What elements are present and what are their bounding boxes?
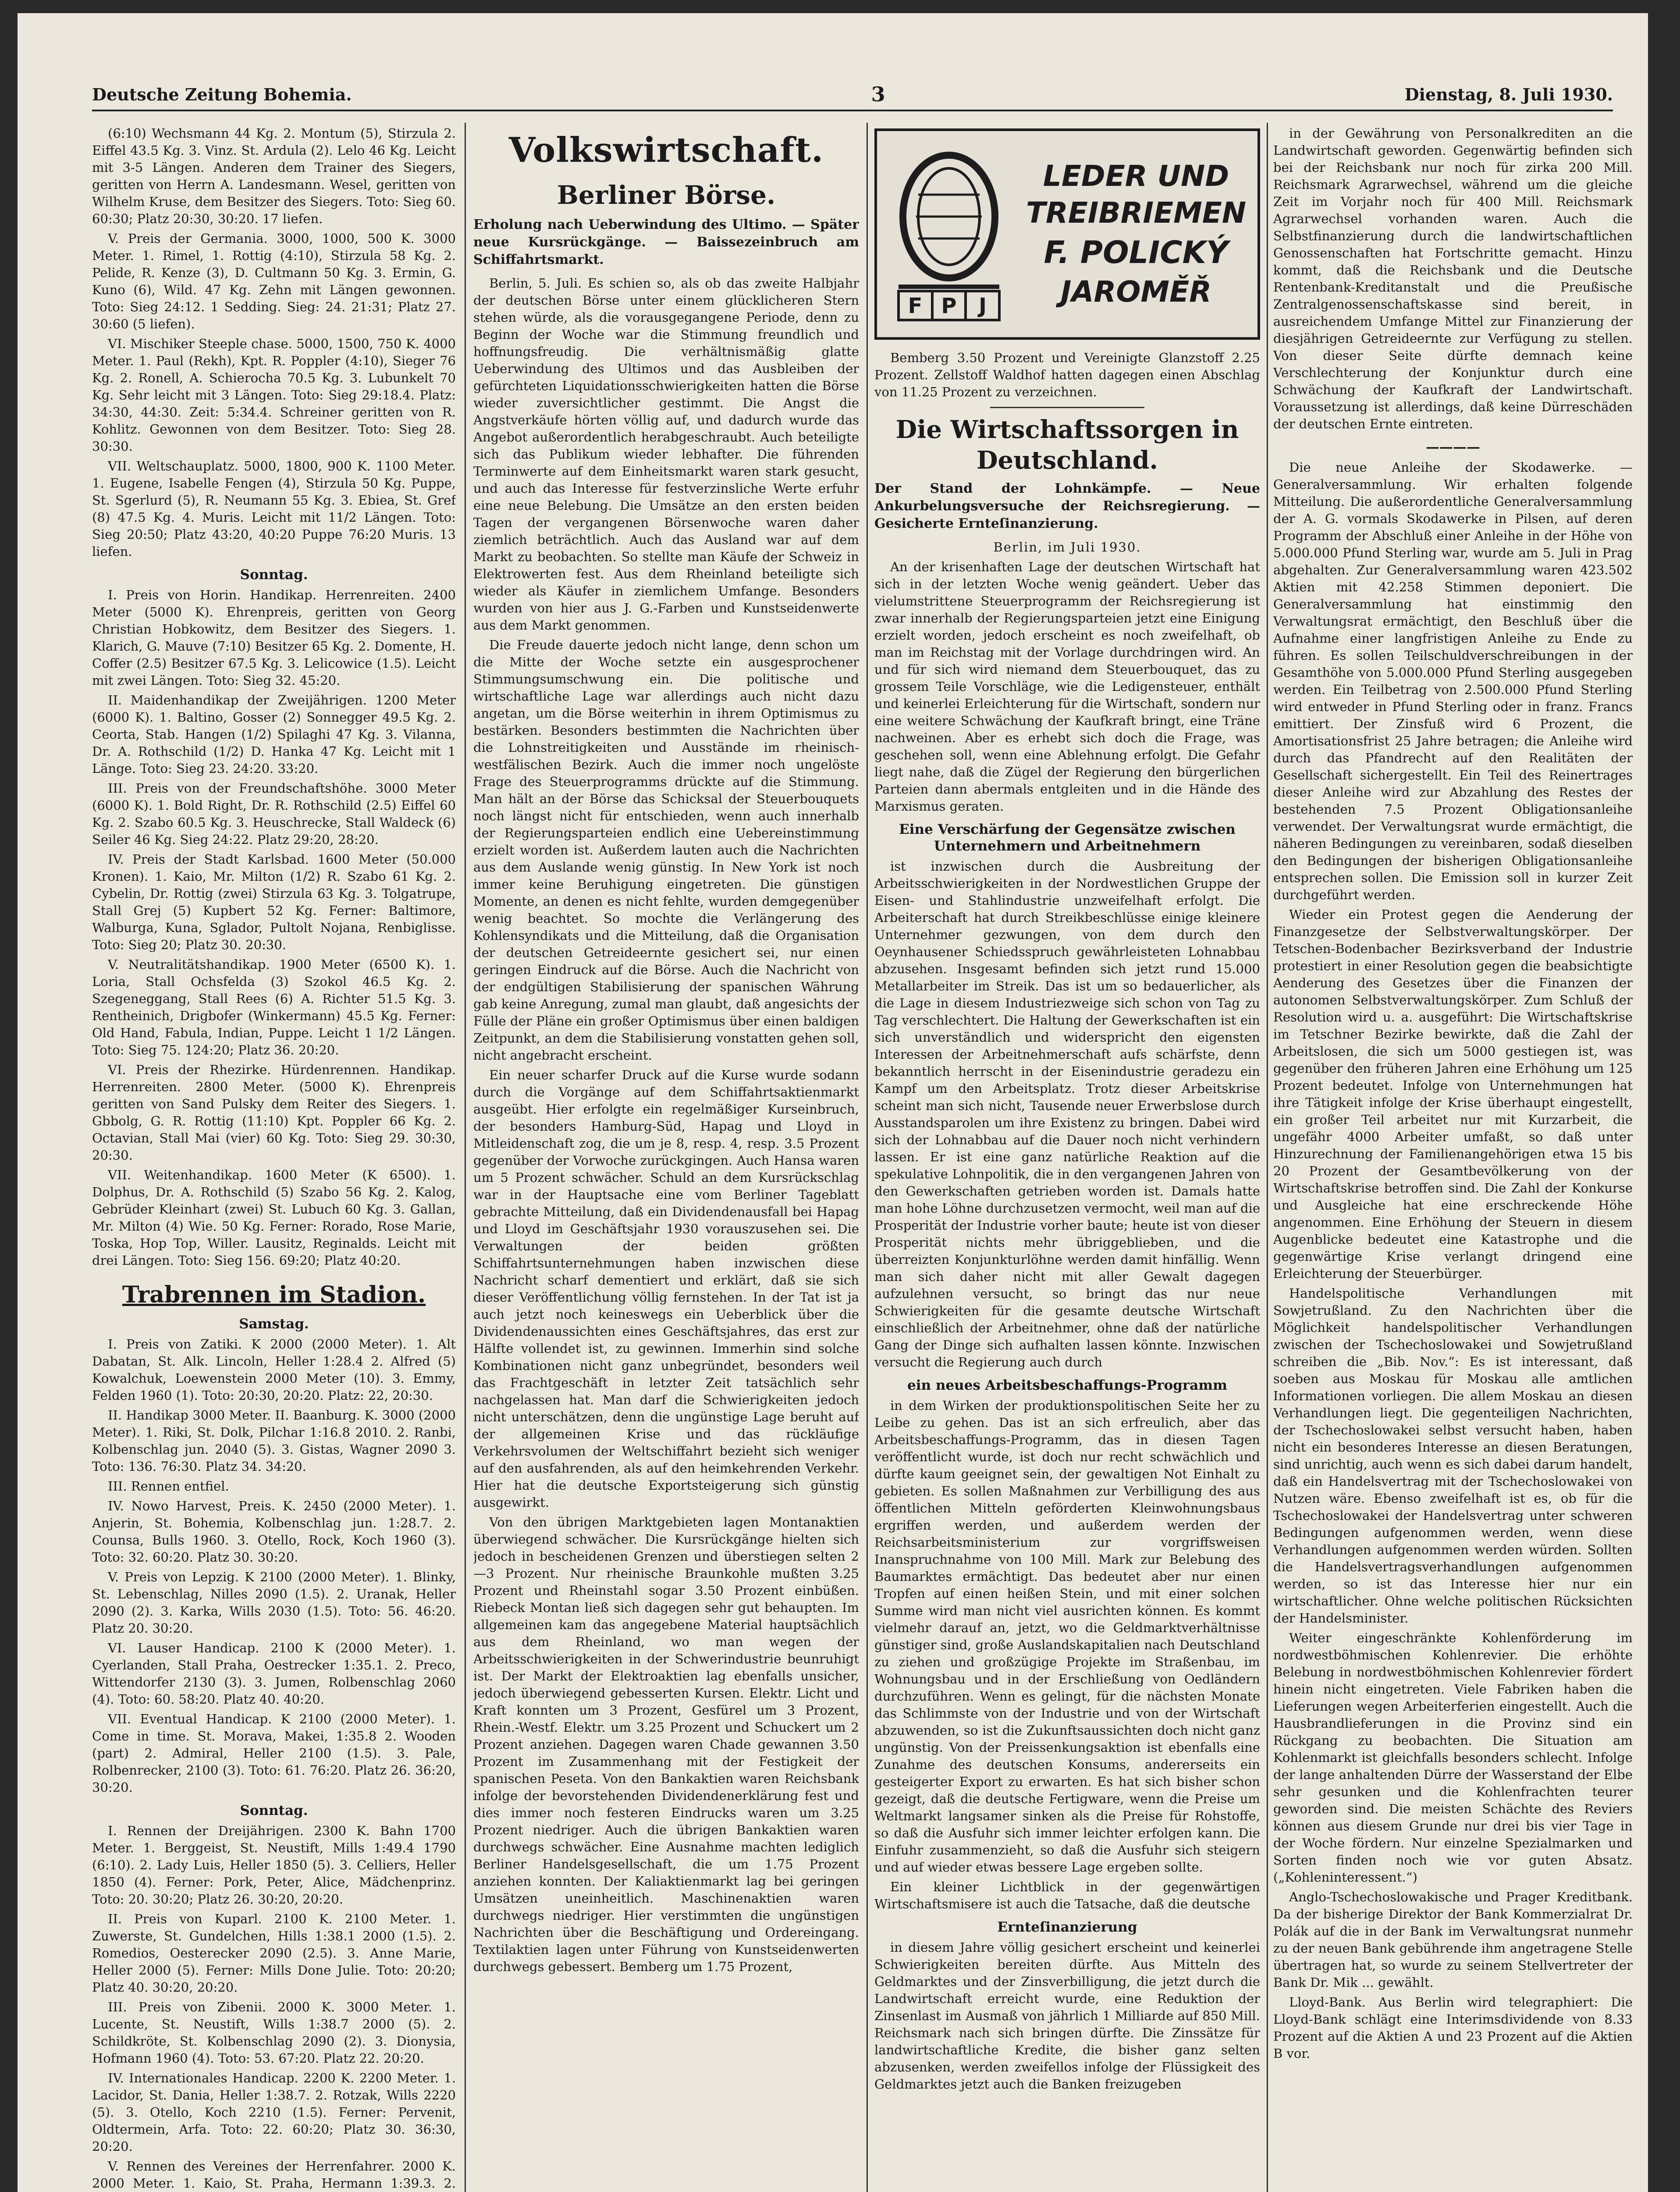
subheading: Eine Verschärfung der Gegensätze zwischen Unternehmern und Arbeitnehmern — [899, 822, 1236, 854]
race-result: II. Handikap 3000 Meter. II. Baanburg. K. 3000 (2000 Meter). 1. Riki, St. Dolk, Pilchar 1:16.8 2010. 2. Ranbi, Kolbenschlag jun. 2040 (5). 3. Gistas, Wagner 2090 3. Toto: 136. 76:30. Platz 34. 34:20. — [92, 1408, 456, 1474]
race-result: VI. Preis der Rhezirke. Hürdenrennen. Handikap. Herrenreiten. 2800 Meter. (5000 K). Ehrenpreis geritten von Sand Pulsky dem Reiter des Siegers. 1. Gbbolg, G. R. Rottig (11:10) Kpt. Poppler 66 Kg. 2. Octavian, Stall Mai (vier) 60 Kg. Toto: Sieg 29. 30:30, 20:30. — [92, 1062, 456, 1163]
ad-line: JAROMĚŘ — [1060, 275, 1212, 309]
article-paragraph: in der Gewährung von Personalkrediten an die Landwirtschaft geworden. Gegenwärtig befinden sich bei der Reichsbank nur noch für zirka 200 Mill. Reichsmark Agrarwechsel, während um die gleiche Zeit im Vorjahr noch für 400 Mill. Reichsmark Agrarwechsel vorhanden waren. Auch die Selbstfinanzierung durch die landwirtschaftlichen Genossenschaften hat Fortschritte gemacht. Hinzu kommt, daß die Reichsbank und die Deutsche Rentenbank-Kreditanstalt und die Preußische Zentralgenossenschaftskasse sind bereit, in ausreichendem Umfange Mittel zur Finanzierung der diesjährigen Getreideernte zur Verfügung zu stellen. Von dieser Seite dürfte demnach keine Verschlechterung der Konjunktur durch eine Schwächung der Kaufkraft der Landwirtschaft. Voraussetzung ist allerdings, daß keine Dürreschäden der deutschen Ernte eintreten. — [1273, 126, 1633, 431]
race-result: I. Preis von Horin. Handikap. Herrenreiten. 2400 Meter (5000 K). Ehrenpreis, geritten von Georg Christian Hobkowitz, dem Besitzer des Siegers. 1. Klarich, G. Mauve (7:10) Besitzer 65 Kg. 2. Domente, H. Coffer (2.5) Besitzer 67.5 Kg. 3. Lelicowice (1.5). Leicht mit zwei Längen. Toto: Sieg 32. 45:20. — [92, 587, 456, 688]
race-result: II. Maidenhandikap der Zweijährigen. 1200 Meter (6000 K). 1. Baltino, Gosser (2) Sonnegger 49.5 Kg. 2. Ceorta, Stab. Hangen (1/2) Spilaghi 47 Kg. 3. Vilanna, Dr. A. Rothschild (1/2) D. Hanka 47 Kg. Leicht mit 1 Länge. Toto: Sieg 23. 24:20. 33:20. — [92, 693, 456, 776]
divider: ———— — [1426, 439, 1480, 455]
race-result: I. Preis von Zatiki. K 2000 (2000 Meter). 1. Alt Dabatan, St. Alk. Lincoln, Heller 1:28.4 2. Alfred (5) Kowalchuk, Loewenstein 2000 Meter (10). 3. Emmy, Felden 1960 (1). Toto: 20:30, 20:20. Platz: 22, 20:30. — [92, 1337, 456, 1403]
news-item: Lloyd-Bank. Aus Berlin wird telegraphiert: Die Lloyd-Bank schlägt eine Interimsdividende von 8.33 Prozent auf die Aktien A und 23 Prozent auf die Aktien B vor. — [1273, 1995, 1633, 2061]
race-result: III. Rennen entfiel. — [108, 1479, 229, 1494]
article-paragraph: Von den übrigen Marktgebieten lagen Montanaktien überwiegend schwächer. Die Kursrückgänge hielten sich jedoch in bescheidenen Grenzen und überstiegen selten 2—3 Prozent. Nur rheinische Braunkohle mußten 3.25 Prozent und Rheinstahl sogar 3.50 Prozent einbüßen. Riebeck Montan ließ sich dagegen sehr gut behaupten. Im allgemeinen kam das angegebene Material hauptsächlich aus dem Rheinland, wo man wegen der Arbeitsschwierigkeiten in der Schwerindustrie beunruhigt ist. Der Markt der Elektroaktien lag ebenfalls unsicher, jedoch überwiegend gebesserten Kursen. Elektr. Licht und Kraft konnten um 3 Prozent, Gesfürel um 3 Prozent, Rhein.-Westf. Elektr. um 3.25 Prozent und Schuckert um 2 Prozent anziehen. Dagegen waren Chade gewannen 3.50 Prozent im Zusammenhang mit der Festigkeit der spanischen Peseta. Von den Bankaktien waren Reichsbank infolge der bevorstehenden Dividendenerklärung fest und dies immer noch festeren Eindrucks waren um 3.25 Prozent niedriger. Auch die übrigen Bankaktien waren durchwegs schwächer. Eine Ausnahme machten lediglich Berliner Handelsgesellschaft, die um 1.75 Prozent anziehen konnten. Der Kaliaktienmarkt lag bei geringen Umsätzen uneinheitlich. Maschinenaktien waren durchwegs niedriger. Hier verstimmten die ungünstigen Nachrichten über die Beschäftigung und Ordereingang. Textilaktien lagen unter Führung von Kunstseidenwerten durchwegs gebessert. Bemberg um 1.75 Prozent, — [473, 1515, 859, 1974]
race-result: IV. Preis der Stadt Karlsbad. 1600 Meter (50.000 Kronen). 1. Kaio, Mr. Milton (1/2) R. Szabo 61 Kg. 2. Cybelin, Dr. Rottig (zwei) Stirzula 63 Kg. 3. Tolgatrupe, Stall Grej (5) Kupbert 52 Kg. Ferner: Baltimore, Walburga, Kuna, Sglador, Pultolt Nojana, Renbiglisse. Toto: Sieg 20; Platz 30. 20:30. — [92, 852, 456, 952]
article-deck: Erholung nach Ueberwindung des Ultimo. — Später neue Kursrückgänge. — Baissezeinbruch am Schiffahrtsmarkt. — [473, 217, 859, 267]
column-economy-germany — [874, 125, 1260, 2192]
race-result: VII. Weltschauplatz. 5000, 1800, 900 K. 1100 Meter. 1. Eugene, Isabelle Fengen (4), Stirzula 50 Kg. Puppe, St. Sgerlurd (5), R. Neumann 55 Kg. 3. Ebiea, St. Gref (8) 47.5 Kg. 4. Muris. Leicht mit 11/2 Längen. Toto: Sieg 20:50; Platz 43:20, 40:20 Puppe 76:20 Muris. 13 liefen. — [92, 459, 456, 559]
ad-line: LEDER UND — [1043, 159, 1229, 193]
article-paragraph: Bemberg 3.50 Prozent und Vereinigte Glanzstoff 2.25 Prozent. Zellstoff Waldhof hatten dagegen einen Abschlag von 11.25 Prozent zu verzeichnen. — [874, 350, 1260, 399]
masthead — [92, 79, 1613, 111]
monogram-letter: J — [979, 294, 987, 318]
race-result: II. Preis von Kuparl. 2100 K. 2100 Meter. 1. Zuwerste, St. Gundelchen, Hills 1:38.1 2000 (1.5). 2. Romedios, Oesterecker 2090 (2.5). 3. Anne Marie, Heller 2000 (5). Ferner: Mills Done Julie. Toto: 20:20; Platz 40. 30:20, 20:20. — [92, 1911, 456, 1995]
race-result: VII. Weitenhandikap. 1600 Meter (K 6500). 1. Dolphus, Dr. A. Rothschild (5) Szabo 56 Kg. 2. Kalog, Gebrüder Kleinhart (zwei) St. Lubuch 60 Kg. 3. Gallan, Mr. Milton (4) Wie. 50 Kg. Ferner: Rorado, Rose Marie, Toska, Hop Top, Willer. Lausitz, Reginalds. Leicht mit drei Längen. Toto: Sieg 156. 69:20; Platz 40:20. — [92, 1167, 456, 1268]
race-result: I. Rennen der Dreijährigen. 2300 K. Bahn 1700 Meter. 1. Berggeist, St. Neustift, Mills 1:49.4 1790 (6:10). 2. Lady Luis, Heller 1850 (5). 3. Celliers, Heller 1850 (4). Ferner: Pork, Peter, Alice, Mädchenprinz. Toto: 20. 30:20; Platz 26. 30:20, 20:20. — [92, 1823, 456, 1907]
race-result: V. Rennen des Vereines der Herrenfahrer. 2000 K. 2000 Meter. 1. Kaio, St. Praha, Hermann 1:39.3. 2. — [92, 2159, 456, 2191]
race-result: III. Preis von Zibenii. 2000 K. 3000 Meter. 1. Lucente, St. Neustift, Wills 1:38.7 2000 (5). 2. Schildkröte, St. Kolbenschlag 2090 (2). 3. Dionysia, Hofmann 1960 (4). Toto: 53. 67:20. Platz 22. 20:20. — [92, 2000, 456, 2066]
column-economy — [473, 125, 859, 2192]
section-title: Volkswirtschaft. — [508, 130, 824, 170]
subheading: Ernteſinanzierung — [997, 1919, 1137, 1935]
trabrennen-heading: Trabrennen im Stadion. — [122, 1281, 426, 1308]
news-item: Anglo-Tschechoslowakische und Prager Kreditbank. Da der bisherige Direktor der Bank Kommerzialrat Dr. Polák auf die in der Bank im Verwaltungsrat nunmehr zu der neuen Bank gebührende ihm angetragene Stelle übertragen hat, so wurde zu seinem Stellvertreter der Bank Dr. Mik ... gewählt. — [1273, 1890, 1633, 1990]
belt-logo-icon — [883, 140, 1015, 328]
column-rule — [867, 123, 868, 2192]
article-title: Die Wirtschaftssorgen in Deutschland. — [895, 415, 1239, 475]
column-short-news — [1273, 125, 1633, 2192]
race-result: V. Preis von Lepzig. K 2100 (2000 Meter). 1. Blinky, St. Lebenschlag, Nilles 2090 (1.5). 2. Uranak, Heller 2090 (2). 3. Karka, Wills 2030 (1.5). Toto: 56. 46:20. Platz 20. 30:20. — [92, 1569, 456, 1636]
column-race-results — [92, 125, 456, 2192]
race-result: V. Neutralitätshandikap. 1900 Meter (6500 K). 1. Loria, Stall Ochsfelda (3) Szokol 46.5 Kg. 2. Szegeneggang, Stall Rees (6) A. Richter 51.5 Kg. 3. Rentheinich, Drigbofer (Winkermann) 45.5 Kg. Ferner: Old Hand, Fabula, Indian, Puppe. Leicht 1 1/2 Längen. Toto: Sieg 75. 124:20; Platz 36. 20:20. — [92, 957, 456, 1057]
article-paragraph: Ein kleiner Lichtblick in der gegenwärtigen Wirtschaftsmisere ist auch die Tatsache, daß die deutsche — [874, 1879, 1260, 1911]
day-heading: Sonntag. — [240, 1803, 308, 1818]
article-deck: Der Stand der Lohnkämpfe. — Neue Ankurbelungsversuche der Reichsregierung. — Gesicherte Ernteſinanzierung. — [874, 481, 1260, 531]
article-title: Berliner Börse. — [557, 180, 776, 210]
monogram-letter: F — [908, 294, 923, 318]
race-result: VII. Eventual Handicap. K 2100 (2000 Meter). 1. Come in time. St. Morava, Makei, 1:35.8 2. Wooden (part) 2. Admiral, Heller 2100 (1.5). 3. Pale, Rolbenrecker, 2100 (3). Toto: 61. 76:20. Platz 26. 36:20, 30:20. — [92, 1712, 456, 1795]
article-paragraph: ist inzwischen durch die Ausbreitung der Arbeitsschwierigkeiten in der Nordwestlichen Gruppe der Eisen- und Stahlindustrie unzweifelhaft erfolgt. Die Arbeiterschaft hat durch Streikbeschlüsse einige kleinere Unternehmer gezwungen, von dem durch den Oeynhausener Schiedsspruch gewährleisteten Lohnabbau abzusehen. Insgesamt befinden sich jetzt rund 15.000 Metallarbeiter im Streik. Das ist um so bedauerlicher, als die Lage in diesem Industriezweige sich schon von Tag zu Tag verschlechtert. Die Haltung der Gewerkschaften ist ein sich unverständlich und widerspricht den eigensten Interessen der Arbeitnehmerschaft aufs schärfste, denn bekanntlich herrscht in der Eisenindustrie geradezu ein Kampf um den Arbeitsplatz. Trotz dieser Arbeitskrise scheint man sich nicht, Tausende neuer Erwerbslose durch Ausstandsparolen um ihre Existenz zu bringen. Dabei wird sich der Lohnabbau auf die Dauer noch nicht verhindern lassen. Er ist eine ganz natürliche Reaktion auf die spekulative Lohnpolitik, die in den vergangenen Jahren von den Gewerkschaften getrieben worden ist. Damals hatte man hohe Löhne durchzusetzen vermocht, weil man auf die Prosperität der Industrie vorher baute; heute ist von dieser Prosperität nichts mehr übriggeblieben, und die überreizten Konjunkturlöhne werden damit hinfällig. Wenn man sich daher nicht mit aller Gewalt dagegen aufzulehnen versucht, so bringt das nur neue Schwierigkeiten für die gesamte deutsche Wirtschaft einschließlich der Arbeitnehmer, ohne daß der natürliche Gang der Dinge sich aufhalten lassen könnte. Inzwischen versucht die Regierung auch durch — [874, 859, 1260, 1370]
news-item: Die neue Anleihe der Skodawerke. — Generalversammlung. Wir erhalten folgende Mitteilung. Die außerordentliche Generalversammlung der A. G. vormals Skodawerke in Pilsen, auf deren Programm der Abschluß einer Anleihe in der Höhe von 5.000.000 Pfund Sterling war, wurde am 5. Juli in Prag abgehalten. Zur Generalversammlung waren 423.502 Aktien mit 42.258 Stimmen deponiert. Die Generalversammlung hat einstimmig den Verwaltungsrat ermächtigt, den Beschluß über die Aufnahme einer langfristigen Anleihe zu Ende zu führen. Es sollen Teilschuldverschreibungen in der Gesamthöhe von 5.000.000 Pfund Sterling ausgegeben werden. Ein Teilbetrag von 2.500.000 Pfund Sterling wird entweder in Pfund Sterling oder in franz. Francs emittiert. Der Zinsfuß wird 6 Prozent, die Amortisationsfrist 25 Jahre betragen; die Anleihe wird durch das Pfandrecht auf den Realitäten der Gesellschaft sichergestellt. Ein Teil des Reinertrages dieser Anleihe wird zur Abzahlung des Restes der bestehenden 7.5 Prozent Obligationsanleihe verwendet. Der Verwaltungsrat wurde ermächtigt, die näheren Bedingungen zu vereinbaren, sodaß dieselben den Bedingungen der bisherigen Obligationsanleihe entsprechen sollen. Die Emission soll in kurzer Zeit durchgeführt werden. — [1273, 460, 1633, 902]
race-result: V. Preis der Germania. 3000, 1000, 500 K. 3000 Meter. 1. Rimel, 1. Rottig (4:10), Stirzula 58 Kg. 2. Pelide, R. Kenze (3), D. Cultmann 50 Kg. 3. Ermin, G. Kuno (6), Wild. 47 Kg. Zehn mit Längen gewonnen. Toto: Sieg 24:12. 1 Sedding. Sieg: 24. 21:31; Platz 27. 30:60 (5 liefen). — [92, 231, 456, 331]
ad-line: F. POLICKÝ — [1044, 235, 1229, 270]
dateline: Berlin, im Juli 1930. — [993, 540, 1141, 555]
article-paragraph: Berlin, 5. Juli. Es schien so, als ob das zweite Halbjahr der deutschen Börse unter einem glücklicheren Stern stehen würde, als die vorausgegangene Periode, denn zu Beginn der Woche war die Stimmung freundlich und hoffnungsfreudig. Die verhältnismäßig glatte Ueberwindung des Ultimos und das Ausbleiben der gefürchteten Liquidationsschwierigkeiten hatten die Börse wieder zuversichtlicher gestimmt. Die Angst die Angstverkäufe hörten völlig auf, und dadurch wurde das Angebot außerordentlich herabgeschraubt. Auch beteiligte sich das Publikum wieder lebhafter. Die führenden Terminwerte auf dem Einheitsmarkt waren stark gesucht, und auch das Interesse für festverzinsliche Werte erfuhr eine neue Belebung. Die Umsätze an den ersten beiden Tagen der vergangenen Börsenwoche waren daher ziemlich beträchtlich. Auch das Ausland war auf dem Markt zu beobachten. So stellte man Käufe der Schweiz in Elektrowerten fest. Aus dem Rheinland beteiligte sich wieder als Käufer in ziemlichem Umfange. Besonders wurden von hier aus J. G.-Farben und Kunstseidenwerte aus dem Markt genommen. — [473, 276, 859, 633]
newspaper-page — [18, 13, 1648, 2192]
advertisement-box — [874, 128, 1260, 340]
column-rule — [465, 123, 466, 2192]
divider — [990, 407, 1144, 408]
masthead-page-number: 3 — [871, 82, 885, 106]
column-rule — [1267, 123, 1268, 2192]
news-item: Handelspolitische Verhandlungen mit Sowjetrußland. Zu den Nachrichten über die Möglichkeit handelspolitischer Verhandlungen zwischen der Tschechoslowakei und Sowjetrußland schreiben die „Bib. Nov.“: Es ist interessant, daß soeben aus Moskau für Moskau alle amtlichen Informationen vorliegen. Die allem Moskau an diesen Verhandlungen liegt. Die gegenteiligen Nachrichten, der Tschechoslowakei selbst versucht haben, haben nicht ein besonderes Interesse an diesen Beratungen, sind unrichtig, auch wenn es sich dabei darum handelt, daß ein Handelsvertrag mit der Tschechoslowakei von Nutzen wäre. Ebenso zweifelhaft ist es, ob für die Tschechoslowakei der Handelsvertrag unter schweren Bedingungen aufgenommen werden, wenn diese Verhandlungen aufgenommen werden würden. Sollten die Handelsvertragsverhandlungen aufgenommen werden, so ist das Interesse hier nur ein wirtschaftlicher. Ohne welche politischen Rücksichten der Handelsminister. — [1273, 1286, 1633, 1626]
ad-line: TREIBRIEMEN — [1026, 196, 1247, 230]
race-result: VI. Mischiker Steeple chase. 5000, 1500, 750 K. 4000 Meter. 1. Paul (Rekh), Kpt. R. Poppler (4:10), Sieger 76 Kg. 2. Ronell, A. Schierocha 70.5 Kg. 3. Lubunkelt 70 Kg. Sehr leicht mit 3 Längen. Toto: Sieg 29:18.4. Platz: 34:30, 44:30. Zeit: 5:34.4. Schreiner geritten von R. Kohlitz. Gewonnen von dem Besitzer. Toto: Sieg 28. 30:30. — [92, 336, 456, 454]
race-result: VI. Lauser Handicap. 2100 K (2000 Meter). 1. Cyerlanden, Stall Praha, Oestrecker 1:35.1. 2. Preco, Wittendorfer 2130 (3). 3. Jumen, Rolbenschlag 2060 (4). Toto: 60. 58:20. Platz 40. 40:20. — [92, 1640, 456, 1707]
article-paragraph: Die Freude dauerte jedoch nicht lange, denn schon um die Mitte der Woche setzte ein ausgesprochener Stimmungsumschwung ein. Die politische und wirtschaftliche Lage war allerdings auch nicht dazu angetan, um die Börse weiterhin in ihrem Optimismus zu bestärken. Besonders bestimmten die Nachrichten über die Lohnstreitigkeiten und Ausstände im rheinisch-westfälischen Bezirk. Auch die immer noch ungelöste Frage des Steuerprogramms drückte auf die Stimmung. Man hält an der Börse das Schicksal der Steuerbouquets noch längst nicht für entschieden, wenn auch innerhalb der Regierungsparteien endlich eine Uebereinstimmung erzielt worden ist. Außerdem lauten auch die Nachrichten aus dem Auslande wenig günstig. In New York ist noch immer keine Beruhigung eingetreten. Die günstigen Momente, an denen es nicht fehlte, wurden demgegenüber wenig beachtet. So mochte die Verlängerung des Kohlensyndikats und die Mitteilung, daß die Organisation der deutschen Getreideernte gesichert sei, nur einen geringen Eindruck auf die Börse. Auch die Nachricht von der endgültigen Stabilisierung der spanischen Währung gab keine Anregung, zumal man glaubt, daß angesichts der Fülle der Pläne ein großer Optimismus über einen baldigen Zeitpunkt, an dem die Stabilisierung vonstatten gehen soll, nicht angebracht erscheint. — [473, 637, 859, 1063]
article-paragraph: in diesem Jahre völlig gesichert erscheint und keinerlei Schwierigkeiten bereiten dürfte. Aus Mitteln des Geldmarktes und der Zinsverbilligung, die jetzt durch die Landwirtschaft erreicht wurde, eine Reduktion der Zinsenlast im Ausmaß von jährlich 1 Milliarde auf 850 Mill. Reichsmark nach sich bringen dürfte. Die Zinssätze für landwirtschaftliche Kredite, die bisher ganz selten abzusenken, werden zweifellos infolge der Flüssigkeit des Geldmarktes jetzt auch die Banken freizugeben — [874, 1940, 1260, 2092]
monogram-letter: P — [941, 294, 957, 318]
day-heading: Samstag. — [239, 1316, 309, 1332]
advertisement-text — [1015, 158, 1257, 310]
masthead-date: Dienstag, 8. Juli 1930. — [1404, 84, 1613, 104]
day-heading: Sonntag. — [240, 567, 308, 583]
race-result: IV. Nowo Harvest, Preis. K. 2450 (2000 Meter). 1. Anjerin, St. Bohemia, Kolbenschlag jun. 1:28.7. 2. Counsa, Bulls 1960. 3. Otello, Rock, Koch 1960 (3). Toto: 32. 60:20. Platz 30. 30:20. — [92, 1498, 456, 1565]
race-result: IV. Internationales Handicap. 2200 K. 2200 Meter. 1. Lacidor, St. Dania, Heller 1:38.7. 2. Rotzak, Wills 2220 (5). 3. Otello, Koch 2210 (1.5). Ferner: Pervenit, Oldtermein, Arfa. Toto: 22. 60:20; Platz 30. 36:30, 20:20. — [92, 2071, 456, 2154]
race-result: III. Preis von der Freundschaftshöhe. 3000 Meter (6000 K). 1. Bold Right, Dr. R. Rothschild (2.5) Eiffel 60 Kg. 2. Szabo 60.5 Kg. 3. Heuschrecke, Stall Waldeck (6) Seiler 46 Kg. Sieg 24:22. Platz 29:20, 28:20. — [92, 781, 456, 847]
article-paragraph: An der krisenhaften Lage der deutschen Wirtschaft hat sich in der letzten Woche wenig geändert. Ueber das vielumstrittene Steuerprogramm der Reichsregierung ist zwar innerhalb der Regierungsparteien jetzt eine Einigung erzielt worden, jedoch erscheint es noch zweifelhaft, ob man im Reichstag mit der Vorlage durchdringen wird. An und für sich wird niemand dem Steuerbouquet, das zu grossem Teile Vorschläge, wie die Ledigensteuer, enthält und keinerlei Erleichterung für die Wirtschaft, sondern nur eine weitere Schwächung der Kaufkraft bringt, eine Träne nachweinen. Aber es erhebt sich doch die Frage, was geschehen soll, wenn eine Ablehnung erfolgt. Die Gefahr liegt nahe, daß die Zügel der Regierung den bürgerlichen Parteien dann abermals entgleiten und in die Hände des Marxismus geraten. — [874, 559, 1260, 814]
news-item: Weiter eingeschränkte Kohlenförderung im nordwestböhmischen Kohlenrevier. Die erhöhte Belebung in nordwestböhmischen Kohlenrevier fördert hinein nicht eingetreten. Viele Fabriken haben die Lieferungen wegen Arbeiterferien eingestellt. Auch die Hausbrandlieferungen in die Provinz sind ein Rückgang zu beobachten. Die Situation am Kohlenmarkt ist gleichfalls besonders schlecht. Infolge der lange anhaltenden Dürre der Wasserstand der Elbe sehr gesunken und die Kohlenfrachten teurer geworden sind. Die meisten Schächte des Reviers können aus diesem Grunde nur drei bis vier Tage in der Woche fördern. Nur einzelne Spezialmarken und Sorten finden noch wie vor guten Absatz. („Kohleninteressent.“) — [1273, 1630, 1633, 1885]
subheading: ein neues Arbeitsbeschaffungs-Programm — [907, 1377, 1227, 1393]
article-paragraph: in dem Wirken der produktionspolitischen Seite her zu Leibe zu gehen. Das ist an sich erfreulich, aber das Arbeitsbeschaffungs-Programm, das in diesen Tagen veröffentlicht wurde, ist doch nur recht schwächlich und dürfte kaum geeignet sein, der gewaltigen Not Einhalt zu gebieten. Es sollen Maßnahmen zur Verbilligung des aus öffentlichen Mitteln geförderten Kleinwohnungsbaus ergriffen werden, und außerdem werden der Reichsarbeitsministerium zur vorgriffsweisen Inanspruchnahme von 100 Mill. Mark zur Belebung des Baumarktes ermächtigt. Das bedeutet aber nur einen Tropfen auf einen heißen Stein, und mit einer solchen Summe wird man nicht viel ausrichten können. Es kommt vielmehr darauf an, jetzt, wo die Geldmarktverhältnisse günstiger sind, große Auslandskapitalien nach Deutschland zu ziehen und großzügige Projekte im Straßenbau, im Wohnungsbau und in der Erschließung von Oedländern durchzuführen. Wenn es gelingt, für die nächsten Monate das Schlimmste von der Industrie und von der Wirtschaft abzuwenden, so ist die Zukunftsaussichten doch nicht ganz ungünstig. Von der Preissenkungsaktion ist ebenfalls eine Zunahme des deutschen Konsums, andererseits ein gesteigerter Export zu erwarten. Es hat sich bisher schon gezeigt, daß die deutsche Fertigware, wenn die Preise um Weltmarkt langsamer sinken als die Preise für Rohstoffe, so daß die Ausfuhr sich immer leichter erfolgen kann. Die Einfuhr zusammenzieht, so daß die Ausfuhr sich steigern und auf wieder etwas bessere Lage ergeben sollte. — [874, 1398, 1260, 1875]
masthead-paper-name: Deutsche Zeitung Bohemia. — [92, 84, 352, 104]
article-paragraph: Ein neuer scharfer Druck auf die Kurse wurde sodann durch die Vorgänge auf dem Schiffahrtsaktienmarkt ausgeübt. Hier erfolgte ein regelmäßiger Kurseinbruch, der besonders Hamburg-Süd, Hapag und Lloyd in Mitleidenschaft zog, die um je 8, resp. 4, resp. 3.5 Prozent gegenüber der Vorwoche zurückgingen. Auch Hansa waren um 5 Prozent schwächer. Schuld an dem Kursrückschlag war in der Hauptsache eine vom Berliner Tageblatt gebrachte Mitteilung, daß ein Dividendenausfall bei Hapag und Lloyd im Geschäftsjahr 1930 vorauszusehen sei. Die Verwaltungen der beiden größten Schiffahrtsunternehmungen haben inzwischen diese Nachricht scharf dementiert und erklärt, daß sie sich dieser Veröffentlichung völlig fernstehen. In der Tat ist ja auch jetzt noch keineswegs ein Ueberblick über die Dividendenaussichten eines Geschäftsjahres, das erst zur Hälfte vollendet ist, zu gewinnen. Immerhin sind solche Kombinationen nicht ganz unbegründet, besonders weil das Frachtgeschäft in letzter Zeit tatsächlich sehr nachgelassen hat. Man darf die Schwierigkeiten jedoch nicht unterschätzen, denn die ungünstige Lage beruht auf der allgemeinen Krise und das rückläufige Verkehrsvolumen der Weltschiffahrt bezieht sich weniger auf den ausfahrenden, als auf den heimkehrenden Verkehr. Hier hat die deutsche Exportsteigerung sich günstig ausgewirkt. — [473, 1068, 859, 1510]
race-result: (6:10) Wechsmann 44 Kg. 2. Montum (5), Stirzula 2. Eiffel 43.5 Kg. 3. Vinz. St. Ardula (2). Lelo 46 Kg. Leicht mit 3-5 Längen. Anderen dem Trainer des Siegers, geritten von Herrn A. Landesmann. Wesel, geritten von Wilhelm Kruse, dem Besitzer des Siegers. Toto: Sieg 60. 60:30; Platz 20:30, 30:20. 17 liefen. — [92, 126, 456, 226]
news-item: Wieder ein Protest gegen die Aenderung der Finanzgesetze der Selbstverwaltungskörper. Der Tetschen-Bodenbacher Bezirksverband der Industrie protestiert in einer Resolution gegen die beabsichtigte Aenderung des Gesetzes über die Finanzen der autonomen Selbstverwaltungskörper. Zum Schluß der Resolution wird u. a. ausgeführt: Die Wirtschaftskrise im Tetschner Bezirke bewirkte, daß die Zahl der Arbeitslosen, die sich um 5000 gestiegen ist, was gegenüber den früheren Jahren eine Erhöhung um 125 Prozent bedeutet. Infolge von Unternehmungen hat ihre Tätigkeit infolge der Krise überhaupt eingestellt, ein großer Teil arbeitet nur mit Kurzarbeit, die ungefähr 4000 Arbeiter umfaßt, so daß unter Hinzurechnung der Familienangehörigen etwa 15 bis 20 Prozent der Gesamtbevölkerung von der Wirtschaftskrise betroffen sind. Die Zahl der Konkurse und Ausgleiche hat eine erschreckende Höhe angenommen. Eine Erhöhung der Steuern in diesem Augenblicke bedeutet eine Katastrophe und die gegenwärtige Krise verlangt dringend eine Erleichterung der Steuerbürger. — [1273, 907, 1633, 1281]
